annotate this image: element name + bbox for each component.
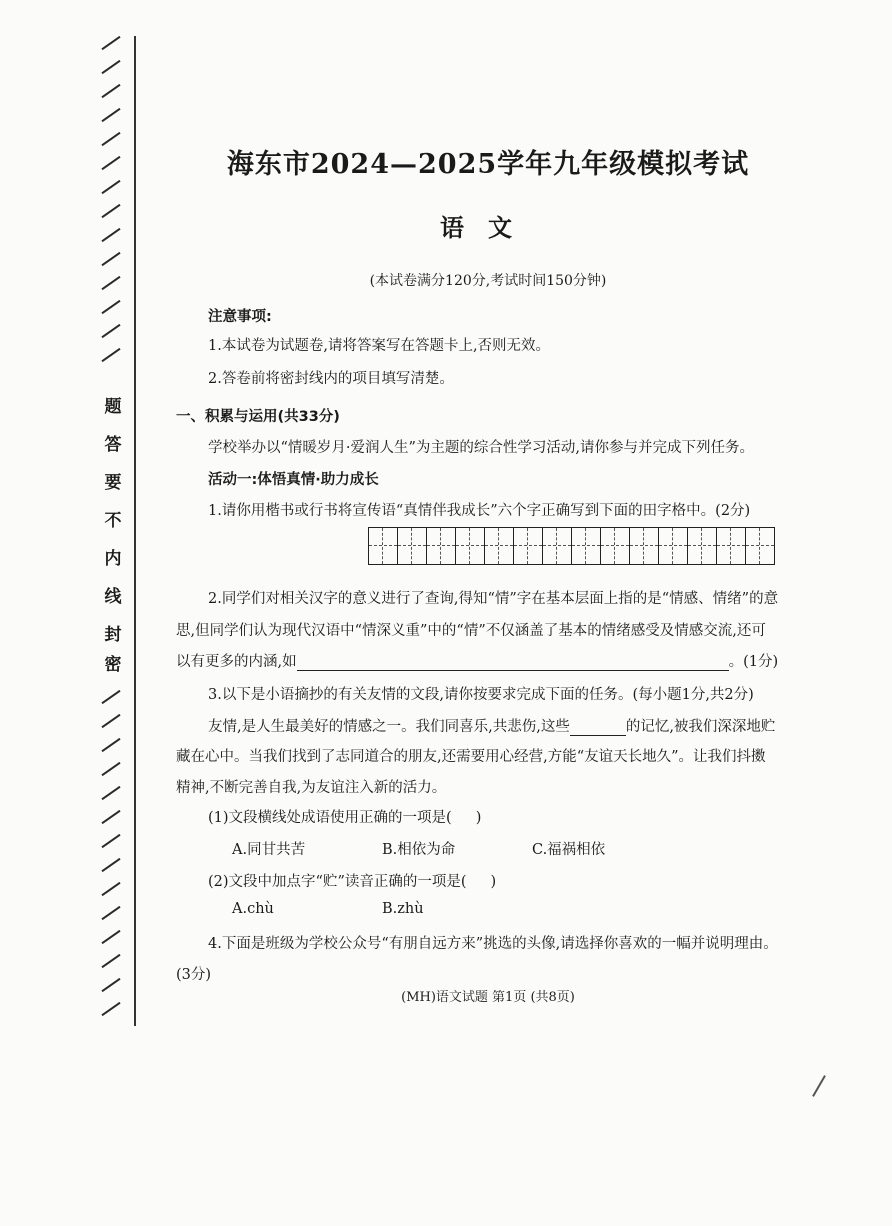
seal-slash bbox=[101, 348, 120, 362]
notice-heading: 注意事项: bbox=[208, 309, 272, 325]
passage-line: 藏在心中。当我们找到了志同道合的朋友,还需要用心经营,方能“友谊天长地久”。让我们抖擞 bbox=[176, 749, 766, 765]
passage-line: 精神,不断完善自我,为友谊注入新的活力。 bbox=[176, 780, 447, 796]
q2-prefix: 以有更多的内涵,如 bbox=[176, 654, 297, 670]
seal-char: 线 bbox=[104, 587, 122, 607]
sub-question-2 bbox=[208, 870, 496, 891]
question-4: 4.下面是班级为学校公众号“有朋自远方来”挑选的头像,请选择你喜欢的一幅并说明理由。 bbox=[208, 936, 778, 952]
sub1-text: (1)文段横线处成语使用正确的一项是( bbox=[208, 810, 452, 826]
section-heading: 一、积累与运用(共33分) bbox=[176, 409, 340, 425]
seal-slash bbox=[101, 1002, 120, 1016]
q2-suffix: 。(1分) bbox=[728, 654, 779, 670]
seal-slash bbox=[101, 156, 120, 170]
question-3: 3.以下是小语摘抄的有关友情的文段,请你按要求完成下面的任务。(每小题1分,共2分) bbox=[208, 687, 754, 703]
grid-cell[interactable] bbox=[572, 528, 601, 564]
seal-slash bbox=[101, 84, 120, 98]
option: A.chù bbox=[232, 901, 274, 917]
seal-slash bbox=[101, 108, 120, 122]
grid-cell[interactable] bbox=[688, 528, 717, 564]
seal-slash bbox=[101, 954, 120, 968]
seal-slash bbox=[101, 252, 120, 266]
passage-prefix: 友情,是人生最美好的情感之一。我们同喜乐,共悲伤,这些 bbox=[208, 719, 570, 735]
seal-slash bbox=[101, 204, 120, 218]
seal-slash bbox=[101, 60, 120, 74]
grid-cell[interactable] bbox=[514, 528, 543, 564]
q2-answer-blank[interactable] bbox=[297, 654, 729, 671]
grid-cell[interactable] bbox=[456, 528, 485, 564]
grid-cell[interactable] bbox=[543, 528, 572, 564]
seal-char: 要 bbox=[104, 473, 122, 493]
grid-cell[interactable] bbox=[427, 528, 456, 564]
seal-slash bbox=[101, 132, 120, 146]
seal-slash bbox=[101, 300, 120, 314]
tianzige-grid[interactable] bbox=[368, 527, 775, 565]
option: A.同甘共苦 bbox=[232, 842, 306, 858]
seal-slash bbox=[101, 834, 120, 848]
grid-cell[interactable] bbox=[369, 528, 398, 564]
seal-slash bbox=[101, 930, 120, 944]
grid-cell[interactable] bbox=[659, 528, 688, 564]
section-intro: 学校举办以“情暖岁月·爱润人生”为主题的综合性学习活动,请你参与并完成下列任务。 bbox=[208, 440, 755, 456]
grid-cell[interactable] bbox=[485, 528, 514, 564]
seal-slash bbox=[101, 762, 120, 776]
option: B.相依为命 bbox=[382, 842, 456, 858]
exam-note: (本试卷满分120分,考试时间150分钟) bbox=[369, 273, 607, 289]
grid-cell[interactable] bbox=[746, 528, 774, 564]
seal-slash bbox=[101, 324, 120, 338]
question-1: 1.请你用楷书或行书将宣传语“真情伴我成长”六个字正确写到下面的田字格中。(2分) bbox=[208, 503, 751, 519]
seal-char: 封 bbox=[104, 625, 122, 645]
seal-char: 答 bbox=[104, 435, 122, 455]
seal-slash bbox=[101, 978, 120, 992]
notice-item: 2.答卷前将密封线内的项目填写清楚。 bbox=[208, 371, 454, 387]
sub-question-1 bbox=[208, 806, 481, 827]
option: B.zhù bbox=[382, 901, 424, 917]
notice-item: 1.本试卷为试题卷,请将答案写在答题卡上,否则无效。 bbox=[208, 338, 551, 354]
sub2-close: ) bbox=[490, 874, 497, 890]
question-2-line: 思,但同学们认为现代汉语中“情深义重”中的“情”不仅涵盖了基本的情绪感受及情感交流,还可 bbox=[176, 623, 766, 639]
passage-blank[interactable] bbox=[570, 719, 626, 736]
seal-slash bbox=[101, 228, 120, 242]
seal-slash bbox=[101, 858, 120, 872]
exam-title: 海东市2024—2025学年九年级模拟考试 bbox=[226, 149, 750, 180]
seal-slash bbox=[101, 810, 120, 824]
seal-divider-line bbox=[134, 36, 136, 1026]
seal-char: 密 bbox=[104, 655, 122, 675]
seal-slash bbox=[101, 786, 120, 800]
seal-slash bbox=[101, 690, 120, 704]
seal-char: 题 bbox=[104, 397, 122, 417]
grid-cell[interactable] bbox=[717, 528, 746, 564]
option: C.福祸相依 bbox=[532, 842, 606, 858]
activity-heading: 活动一:体悟真情·助力成长 bbox=[208, 472, 379, 488]
seal-char: 不 bbox=[104, 511, 122, 531]
seal-margin bbox=[96, 36, 130, 1026]
sub1-close: ) bbox=[475, 810, 482, 826]
passage-suffix: 的记忆,被我们深深地贮 bbox=[625, 719, 776, 735]
stray-mark bbox=[812, 1075, 826, 1097]
grid-cell[interactable] bbox=[398, 528, 427, 564]
seal-slash bbox=[101, 906, 120, 920]
grid-cell[interactable] bbox=[601, 528, 630, 564]
passage-line bbox=[208, 715, 775, 736]
question-4-score: (3分) bbox=[176, 967, 212, 983]
seal-slash bbox=[101, 714, 120, 728]
seal-slash bbox=[101, 276, 120, 290]
seal-slash bbox=[101, 36, 120, 50]
question-2-line: 2.同学们对相关汉字的意义进行了查询,得知“情”字在基本层面上指的是“情感、情绪”的意 bbox=[208, 591, 779, 607]
grid-cell[interactable] bbox=[630, 528, 659, 564]
seal-slash bbox=[101, 180, 120, 194]
sub2-text: (2)文段中加点字“贮”读音正确的一项是( bbox=[208, 874, 467, 890]
page-footer: (MH)语文试题 第1页 (共8页) bbox=[401, 990, 575, 1005]
seal-char: 内 bbox=[104, 549, 122, 569]
question-2-line bbox=[176, 650, 778, 671]
seal-slash bbox=[101, 738, 120, 752]
seal-slash bbox=[101, 882, 120, 896]
subject-title: 语文 bbox=[440, 213, 536, 242]
